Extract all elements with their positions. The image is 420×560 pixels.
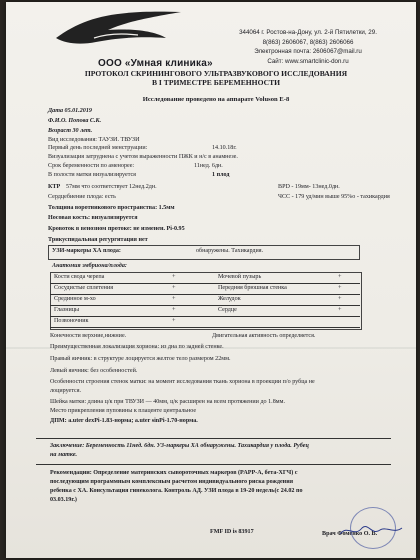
lmp-label: Первый день последней менструации: bbox=[48, 145, 148, 151]
anatomy-right-label: Мочевой пузырь bbox=[218, 274, 262, 280]
doctor-signature-icon bbox=[336, 522, 406, 540]
recommendation-line-4: 03.03.19г.) bbox=[50, 497, 77, 503]
uterine-arteries: ДПМ: a.uter dexPi-1.83-норма; a.uter sinPi-1.70-норма. bbox=[50, 418, 198, 424]
lmp-value: 14.10.18г. bbox=[212, 145, 237, 151]
conclusion-line-2: на матке. bbox=[50, 452, 78, 458]
uterine-walls: Особенности строения стенок матки: на момент исследования ткань хориона в проекции п/о рубца не bbox=[50, 379, 315, 385]
anatomy-left-label: Глазницы bbox=[54, 307, 80, 313]
doctor-signature-line: Врач Фоменко О. В. bbox=[322, 531, 378, 537]
tricuspid-regurgitation: Трикуспидальная регургитация нет bbox=[48, 237, 148, 243]
protocol-title bbox=[36, 70, 396, 88]
anatomy-right-mark: + bbox=[338, 273, 342, 280]
anatomy-left-mark: + bbox=[172, 273, 176, 280]
anatomy-right-mark: + bbox=[338, 295, 342, 302]
clinic-address: 344064 г. Ростов-на-Дону, ул. 2-й Пятилетки, 29. bbox=[239, 29, 377, 36]
nuchal-translucency: Толщина воротникового пространства: 1.5мм bbox=[48, 205, 175, 211]
clinic-site: Сайт: www.smartclinic-don.ru bbox=[267, 58, 349, 66]
ktr-value: 57мм что соответствует 12нед.2дн. bbox=[66, 184, 157, 190]
ductus-venosus: Кровоток в венозном протоке: не изменен. Pi-0.95 bbox=[48, 226, 185, 232]
anatomy-right-label: Желудок bbox=[218, 296, 241, 302]
left-ovary: Левый яичник: без особенностей. bbox=[50, 368, 138, 374]
device-subtitle: Исследование проведено на аппарате Voluson E-8 bbox=[142, 96, 290, 103]
ga-value: 11нед. 6дн. bbox=[194, 163, 223, 169]
limbs: Конечности верхние,нижние. bbox=[50, 333, 127, 339]
embryos-label: В полости матки визуализируется bbox=[48, 172, 136, 178]
clinic-email: Электронная почта: 2606067@mail.ru bbox=[254, 48, 362, 56]
recommendation-line-3: ребенка с ХА. Консультация гинеколога. Контроль АД. УЗИ плода в 19-20 недель(с 24.02 по bbox=[50, 488, 303, 494]
title-line-2: В I ТРИМЕСТРЕ БЕРЕМЕННОСТИ bbox=[151, 77, 281, 87]
anatomy-left-label: Сосудистые сплетения bbox=[54, 285, 114, 291]
anatomy-left-mark: + bbox=[172, 295, 176, 302]
right-ovary: Правый яичник: в структуре лоцируется желтое тело размером 22мм. bbox=[50, 356, 231, 362]
paper-fold bbox=[6, 347, 416, 349]
embryos-value: 1 плод bbox=[212, 172, 230, 178]
recommendation-line-1: Рекомендации: Определение материнских сывороточных маркеров (PAPP-A, бета-ХГЧ) с bbox=[50, 470, 298, 476]
ga-label: Срок беременности по аменорее: bbox=[48, 163, 135, 169]
exam-type: Вид исследования: ТАУЗИ. ТВУЗИ bbox=[48, 137, 140, 143]
clinic-contacts bbox=[208, 28, 408, 67]
anatomy-left-label: Кости свода черепа bbox=[54, 274, 105, 280]
anatomy-left-label: Срединное м-хо bbox=[54, 296, 96, 302]
report-page bbox=[6, 2, 416, 558]
recommendation-line-2: последующим программным комплексным расчетом индивидуального риска рождения bbox=[50, 479, 294, 485]
anatomy-right-mark: + bbox=[338, 306, 342, 313]
heart-rate: ЧСС - 179 уд/мин выше 95%о - тахикардия bbox=[278, 194, 390, 200]
anatomy-left-mark: + bbox=[172, 306, 176, 313]
title-line-1: ПРОТОКОЛ СКРИНИНГОВОГО УЛЬТРАЗВУКОВОГО ИССЛЕДОВАНИЯ bbox=[84, 69, 348, 78]
anatomy-heading: Анатомия эмбриона/плода: bbox=[52, 263, 127, 269]
anatomy-left-mark: + bbox=[172, 317, 176, 324]
anatomy-left-mark: + bbox=[172, 284, 176, 291]
anatomy-table bbox=[50, 272, 362, 330]
markers-value: обнаружены. Тахикардия. bbox=[196, 248, 264, 254]
chorion-location: Преимущественная локализация хориона: из дна по задней стенке. bbox=[50, 344, 224, 350]
patient-age: Возраст 30 лет. bbox=[48, 128, 93, 134]
nasal-bone: Носовая кость: визуализируется bbox=[48, 215, 138, 221]
anatomy-left-label: Позвоночник bbox=[54, 318, 89, 324]
cord-insertion: Место прикрепления пуповины к плаценте центральное bbox=[50, 408, 197, 414]
anatomy-right-label: Сердце bbox=[218, 307, 237, 313]
patient-name: Ф.И.О. Попова С.К. bbox=[48, 118, 102, 124]
exam-date: Дата 05.01.2019 bbox=[48, 108, 92, 114]
ktr-label: КТР bbox=[48, 184, 61, 190]
fmf-id: FMF ID is 83917 bbox=[210, 529, 254, 535]
cervix: Шейка матки: длина ц/к при ТВУЗИ — 40мм, ц/к расширен на всем протяжении до 1.8мм. bbox=[50, 399, 285, 405]
markers-label: УЗИ-маркеры ХА плода: bbox=[52, 248, 121, 254]
anatomy-right-label: Передняя брюшная стенка bbox=[218, 285, 287, 291]
visualization-note: Визуализация затруднена с учетом выраженности ПЖК и н/с в анамнезе. bbox=[48, 154, 238, 160]
clinic-logo-bird-icon bbox=[46, 8, 186, 52]
conclusion-line-1: Заключение: Беременность 11нед. 6дн. УЗ-маркеры ХА обнаружены. Тахикардия у плода. Рубец bbox=[50, 443, 309, 449]
heartbeat-label: Сердцебиение плода: есть bbox=[48, 194, 116, 200]
anatomy-right-mark: + bbox=[338, 284, 342, 291]
clinic-phones: 8(863) 2606067, 8(863) 2606066 bbox=[262, 38, 354, 46]
clinic-name: ООО «Умная клиника» bbox=[98, 58, 213, 69]
uterine-walls-cont: лоцируется. bbox=[50, 388, 82, 394]
bpd-value: BPD - 19мм- 13нед.0дн. bbox=[278, 184, 340, 190]
motor-activity: Двигательная активность определяется. bbox=[212, 333, 316, 339]
